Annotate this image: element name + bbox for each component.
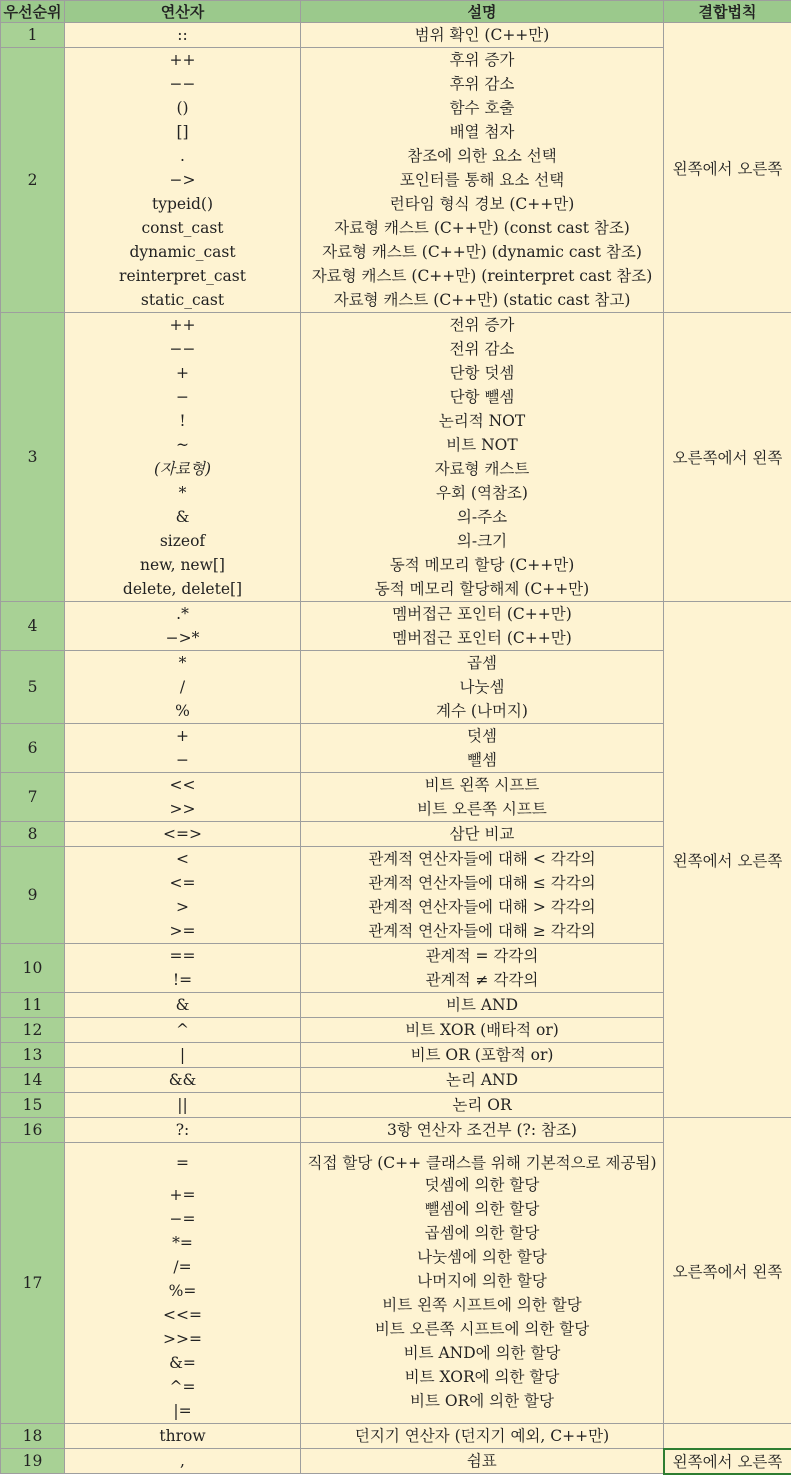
description-text: 계수 (나머지) <box>436 702 528 720</box>
operator-symbol: .* <box>176 605 189 623</box>
description-text: 직접 할당 (C++ 클래스를 위해 기본적으로 제공됨) <box>307 1154 657 1172</box>
operator-symbol: ~ <box>176 436 189 454</box>
description-cell <box>301 993 664 1018</box>
operator-cell <box>65 651 301 724</box>
description-text: 나눗셈 <box>459 678 505 696</box>
description-text: 멤버접근 포인터 (C++만) <box>392 605 572 623</box>
description-text: 후위 감소 <box>449 75 515 93</box>
operator-symbol: > <box>176 898 189 916</box>
precedence-rank: 2 <box>1 48 65 313</box>
operator-symbol: < <box>176 850 189 868</box>
description-cell <box>301 944 664 993</box>
operator-symbol: −>* <box>165 629 200 647</box>
precedence-rank: 13 <box>1 1043 65 1068</box>
description-text: 동적 메모리 할당 (C++만) <box>389 556 575 574</box>
description-cell <box>301 1093 664 1118</box>
operator-symbol: const_cast <box>141 219 224 237</box>
precedence-rank: 1 <box>1 23 65 48</box>
operator-symbol: / <box>179 678 186 696</box>
operator-symbol: |= <box>173 1402 192 1420</box>
precedence-rank: 8 <box>1 822 65 847</box>
description-text: 참조에 의한 요소 선택 <box>407 147 557 165</box>
precedence-rank: 11 <box>1 993 65 1018</box>
operator-symbol: −− <box>169 75 196 93</box>
description-text: 논리 AND <box>445 1071 519 1089</box>
operator-symbol: throw <box>159 1427 206 1445</box>
operator-cell <box>65 773 301 822</box>
operator-cell <box>65 1043 301 1068</box>
header-description: 설명 <box>301 1 664 23</box>
header-associativity: 결합법칙 <box>664 1 791 23</box>
description-text: 삼단 비교 <box>449 825 515 843</box>
operator-symbol: ++ <box>169 316 196 334</box>
description-text: 비트 NOT <box>446 436 518 454</box>
operator-symbol: || <box>177 1096 188 1114</box>
operator-symbol: ?: <box>175 1121 190 1139</box>
header-operator: 연산자 <box>65 1 301 23</box>
description-text: 우회 (역참조) <box>436 484 528 502</box>
operator-symbol: >> <box>169 800 196 818</box>
description-text: 비트 OR에 의한 할당 <box>410 1392 554 1410</box>
description-text: 포인터를 통해 요소 선택 <box>399 171 565 189</box>
description-text: 후위 증가 <box>449 51 515 69</box>
operator-cell <box>65 1068 301 1093</box>
precedence-rank: 18 <box>1 1424 65 1449</box>
description-text: 3항 연산자 조건부 (?: 참조) <box>387 1121 577 1139</box>
description-cell <box>301 602 664 651</box>
table-row <box>1 313 791 602</box>
operator-cell <box>65 1424 301 1449</box>
operator-cell <box>65 313 301 602</box>
operator-cell <box>65 724 301 773</box>
description-text: 의-크기 <box>456 532 508 550</box>
description-text: 뺄셈에 의한 할당 <box>424 1200 540 1218</box>
operator-symbol: , <box>180 1452 185 1470</box>
operator-symbol: new, new[] <box>140 556 225 574</box>
description-text: 관계적 = 각각의 <box>425 947 539 965</box>
description-cell <box>301 1043 664 1068</box>
operator-cell <box>65 48 301 313</box>
operator-symbol: ^= <box>169 1378 196 1396</box>
header-row <box>1 1 791 23</box>
precedence-rank: 4 <box>1 602 65 651</box>
precedence-rank: 9 <box>1 847 65 944</box>
description-text: 덧셈 <box>467 727 497 745</box>
description-text: 범위 확인 (C++만) <box>414 26 550 44</box>
description-cell <box>301 1118 664 1143</box>
description-cell <box>301 1018 664 1043</box>
description-cell <box>301 1143 664 1424</box>
description-cell <box>301 48 664 313</box>
operator-symbol: = <box>176 1154 189 1172</box>
operator-cell <box>65 1093 301 1118</box>
operator-cell <box>65 847 301 944</box>
description-text: 런타임 형식 경보 (C++만) <box>389 195 575 213</box>
description-text: 자료형 캐스트 (C++만) (static cast 참고) <box>333 291 631 309</box>
description-text: 관계적 ≠ 각각의 <box>425 971 539 989</box>
operator-symbol: << <box>169 776 196 794</box>
description-cell <box>301 773 664 822</box>
operator-symbol: <= <box>169 874 196 892</box>
description-text: 비트 AND <box>445 996 519 1014</box>
operator-symbol: %= <box>168 1282 197 1300</box>
operator-symbol: + <box>176 364 189 382</box>
operator-symbol: dynamic_cast <box>129 243 236 261</box>
operator-symbol: & <box>175 508 190 526</box>
associativity-cell: 오른쪽에서 왼쪽 <box>664 313 791 602</box>
table-row <box>1 23 791 48</box>
precedence-rank: 16 <box>1 1118 65 1143</box>
description-text: 함수 호출 <box>449 99 515 117</box>
operator-symbol: % <box>175 702 190 720</box>
operator-symbol: (자료형) <box>153 460 211 478</box>
description-text: 던지기 연산자 (던지기 예외, C++만) <box>354 1427 610 1445</box>
description-text: 자료형 캐스트 <box>434 460 530 478</box>
associativity-cell: 왼쪽에서 오른쪽 <box>664 1449 791 1474</box>
operator-symbol: <=> <box>163 825 202 843</box>
operator-symbol: == <box>169 947 196 965</box>
operator-cell <box>65 944 301 993</box>
operator-symbol: . <box>180 147 185 165</box>
precedence-rank: 5 <box>1 651 65 724</box>
operator-symbol: ^ <box>176 1021 189 1039</box>
associativity-cell <box>664 1424 791 1449</box>
precedence-rank: 10 <box>1 944 65 993</box>
description-text: 논리 OR <box>452 1096 512 1114</box>
description-cell <box>301 1424 664 1449</box>
description-text: 자료형 캐스트 (C++만) (const cast 참조) <box>334 219 630 237</box>
operator-symbol: − <box>176 388 189 406</box>
description-text: 나머지에 의한 할당 <box>417 1272 547 1290</box>
precedence-rank: 19 <box>1 1449 65 1474</box>
operator-symbol: != <box>172 971 193 989</box>
description-text: 배열 첨자 <box>449 123 515 141</box>
description-cell <box>301 822 664 847</box>
description-text: 나눗셈에 의한 할당 <box>417 1248 547 1266</box>
description-text: 단항 덧셈 <box>449 364 515 382</box>
operator-cell <box>65 1118 301 1143</box>
table-row <box>1 1424 791 1449</box>
description-text: 단항 뺄셈 <box>449 388 515 406</box>
operator-symbol: *= <box>172 1234 193 1252</box>
description-cell <box>301 1449 664 1474</box>
operator-cell <box>65 993 301 1018</box>
operator-symbol: typeid() <box>151 195 214 213</box>
operator-symbol: * <box>178 484 187 502</box>
description-text: 비트 OR (포함적 or) <box>410 1046 554 1064</box>
operator-symbol: * <box>178 654 187 672</box>
operator-symbol: &= <box>169 1354 196 1372</box>
operator-symbol: − <box>176 751 189 769</box>
description-text: 자료형 캐스트 (C++만) (reinterpret cast 참조) <box>311 267 653 285</box>
operator-symbol: −= <box>169 1210 196 1228</box>
description-text: 전위 감소 <box>449 340 515 358</box>
description-text: 비트 XOR (배타적 or) <box>405 1021 559 1039</box>
precedence-rank: 7 <box>1 773 65 822</box>
operator-symbol: += <box>169 1186 196 1204</box>
description-text: 덧셈에 의한 할당 <box>424 1176 540 1194</box>
description-text: 비트 오른쪽 시프트 <box>417 800 547 818</box>
description-text: 의-주소 <box>456 508 508 526</box>
description-text: 전위 증가 <box>449 316 515 334</box>
operator-symbol: >>= <box>163 1330 202 1348</box>
operator-symbol: () <box>176 99 189 117</box>
operator-symbol: ++ <box>169 51 196 69</box>
associativity-cell: 왼쪽에서 오른쪽 <box>664 602 791 1118</box>
operator-cell <box>65 822 301 847</box>
precedence-rank: 12 <box>1 1018 65 1043</box>
associativity-cell: 왼쪽에서 오른쪽 <box>664 23 791 313</box>
operator-cell <box>65 1449 301 1474</box>
precedence-rank: 17 <box>1 1143 65 1424</box>
description-text: 동적 메모리 할당해제 (C++만) <box>374 580 590 598</box>
operator-symbol: :: <box>177 26 188 44</box>
precedence-rank: 3 <box>1 313 65 602</box>
associativity-cell: 오른쪽에서 왼쪽 <box>664 1118 791 1424</box>
precedence-rank: 6 <box>1 724 65 773</box>
description-text: 비트 AND에 의한 할당 <box>403 1344 561 1362</box>
description-text: 관계적 연산자들에 대해 ≤ 각각의 <box>368 874 596 892</box>
description-cell <box>301 1068 664 1093</box>
description-cell <box>301 313 664 602</box>
description-text: 비트 왼쪽 시프트 <box>424 776 540 794</box>
operator-symbol: [] <box>176 123 189 141</box>
description-text: 쉼표 <box>466 1452 497 1470</box>
description-text: 곱셈에 의한 할당 <box>424 1224 540 1242</box>
operator-symbol: −> <box>169 171 196 189</box>
table-row <box>1 602 791 651</box>
description-text: 자료형 캐스트 (C++만) (dynamic cast 참조) <box>322 243 642 261</box>
description-text: 논리적 NOT <box>438 412 526 430</box>
operator-symbol: + <box>176 727 189 745</box>
operator-cell <box>65 1018 301 1043</box>
operator-symbol: | <box>179 1046 186 1064</box>
description-text: 비트 XOR에 의한 할당 <box>404 1368 560 1386</box>
precedence-rank: 14 <box>1 1068 65 1093</box>
description-cell <box>301 651 664 724</box>
operator-symbol: static_cast <box>140 291 225 309</box>
operator-symbol: >= <box>169 922 196 940</box>
description-text: 관계적 연산자들에 대해 < 각각의 <box>368 850 596 868</box>
description-cell <box>301 847 664 944</box>
operator-cell <box>65 23 301 48</box>
operator-cell <box>65 1143 301 1424</box>
operator-symbol: /= <box>173 1258 192 1276</box>
description-cell <box>301 724 664 773</box>
operator-symbol: <<= <box>163 1306 202 1324</box>
precedence-rank: 15 <box>1 1093 65 1118</box>
header-rank: 우선순위 <box>1 1 65 23</box>
table-row <box>1 1449 791 1474</box>
operator-symbol: delete, delete[] <box>122 580 243 598</box>
operator-symbol: & <box>175 996 190 1014</box>
operator-symbol: && <box>168 1071 197 1089</box>
description-text: 비트 왼쪽 시프트에 의한 할당 <box>382 1296 582 1314</box>
operator-cell <box>65 602 301 651</box>
description-text: 비트 오른쪽 시프트에 의한 할당 <box>374 1320 590 1338</box>
description-text: 곱셈 <box>467 654 497 672</box>
description-text: 관계적 연산자들에 대해 > 각각의 <box>368 898 596 916</box>
description-cell <box>301 23 664 48</box>
description-text: 뺄셈 <box>467 751 497 769</box>
operator-symbol: sizeof <box>159 532 206 550</box>
operator-symbol: reinterpret_cast <box>119 267 246 285</box>
table-row <box>1 1118 791 1143</box>
description-text: 관계적 연산자들에 대해 ≥ 각각의 <box>368 922 596 940</box>
operator-symbol: −− <box>169 340 196 358</box>
operator-symbol: ! <box>179 412 186 430</box>
description-text: 멤버접근 포인터 (C++만) <box>392 629 572 647</box>
